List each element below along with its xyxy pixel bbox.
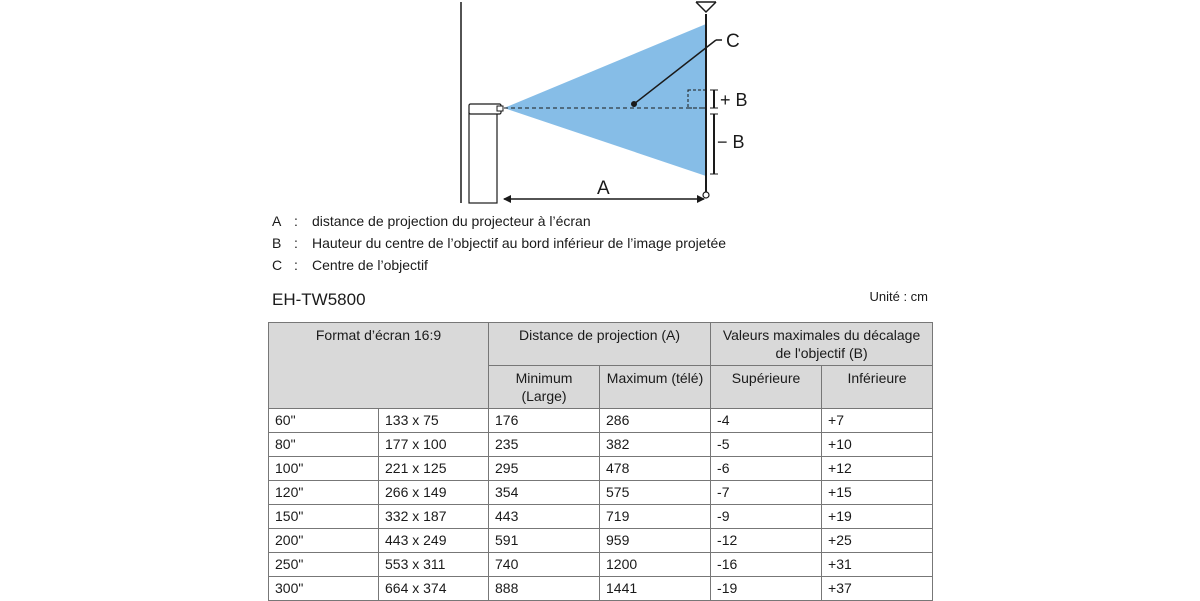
cell-screen-size: 332 x 187 xyxy=(379,505,489,529)
cell-distance-min: 443 xyxy=(489,505,600,529)
cell-shift-lower: +25 xyxy=(822,529,933,553)
legend-text: Centre de l’objectif xyxy=(312,257,428,273)
table-row xyxy=(269,481,933,505)
table-row xyxy=(269,529,933,553)
cell-distance-max: 286 xyxy=(600,409,711,433)
label-c: C xyxy=(726,31,740,52)
cell-distance-max: 478 xyxy=(600,457,711,481)
header-maximum: Maximum (télé) xyxy=(600,366,711,409)
legend-separator: : xyxy=(294,235,298,251)
cell-diagonal: 100" xyxy=(269,457,379,481)
cell-distance-max: 959 xyxy=(600,529,711,553)
cell-diagonal: 120" xyxy=(269,481,379,505)
cell-shift-lower: +37 xyxy=(822,577,933,601)
dimension-a-arrow-left xyxy=(503,195,511,203)
cell-shift-lower: +12 xyxy=(822,457,933,481)
cell-shift-upper: -4 xyxy=(711,409,822,433)
header-lower: Inférieure xyxy=(822,366,933,409)
cell-shift-upper: -9 xyxy=(711,505,822,529)
cell-shift-upper: -7 xyxy=(711,481,822,505)
cell-diagonal: 300" xyxy=(269,577,379,601)
cell-diagonal: 200" xyxy=(269,529,379,553)
legend-letter: B xyxy=(272,235,282,251)
legend-separator: : xyxy=(294,257,298,273)
cell-diagonal: 250" xyxy=(269,553,379,577)
cell-shift-upper: -5 xyxy=(711,433,822,457)
table-body xyxy=(269,409,933,601)
table-row xyxy=(269,553,933,577)
projector-stand xyxy=(469,113,497,203)
cell-distance-min: 354 xyxy=(489,481,600,505)
table-row xyxy=(269,409,933,433)
cell-diagonal: 80" xyxy=(269,433,379,457)
table-row xyxy=(269,505,933,529)
projection-beam xyxy=(504,24,706,176)
table-row xyxy=(269,457,933,481)
cell-shift-upper: -16 xyxy=(711,553,822,577)
cell-distance-min: 235 xyxy=(489,433,600,457)
cell-shift-lower: +15 xyxy=(822,481,933,505)
legend-row-b xyxy=(272,232,726,254)
table-row xyxy=(269,577,933,601)
label-a: A xyxy=(597,178,610,199)
cell-diagonal: 150" xyxy=(269,505,379,529)
cell-distance-max: 719 xyxy=(600,505,711,529)
cell-screen-size: 221 x 125 xyxy=(379,457,489,481)
cell-distance-max: 1200 xyxy=(600,553,711,577)
legend-text: Hauteur du centre de l’objectif au bord inférieur de l’image projetée xyxy=(312,235,727,251)
cell-distance-max: 382 xyxy=(600,433,711,457)
cell-distance-min: 740 xyxy=(489,553,600,577)
legend-letter: A xyxy=(272,213,282,229)
label-minus-b: − B xyxy=(717,132,745,152)
header-minimum: Minimum (Large) xyxy=(489,366,600,409)
legend-text: distance de projection du projecteur à l’écran xyxy=(312,213,591,229)
cell-distance-max: 575 xyxy=(600,481,711,505)
cell-shift-lower: +19 xyxy=(822,505,933,529)
cell-shift-upper: -6 xyxy=(711,457,822,481)
table-row xyxy=(269,433,933,457)
cell-screen-size: 443 x 249 xyxy=(379,529,489,553)
diagram-legend xyxy=(272,210,726,276)
header-upper: Supérieure xyxy=(711,366,822,409)
legend-row-a xyxy=(272,210,726,232)
cell-shift-lower: +31 xyxy=(822,553,933,577)
cell-distance-min: 888 xyxy=(489,577,600,601)
screen-hanger xyxy=(696,2,716,12)
cell-diagonal: 60" xyxy=(269,409,379,433)
cell-screen-size: 133 x 75 xyxy=(379,409,489,433)
header-projection-distance: Distance de projection (A) xyxy=(489,323,711,366)
model-title: EH-TW5800 xyxy=(272,290,366,309)
cell-distance-min: 591 xyxy=(489,529,600,553)
header-screen-format: Format d’écran 16:9 xyxy=(269,323,489,409)
cell-screen-size: 177 x 100 xyxy=(379,433,489,457)
legend-row-c xyxy=(272,254,726,276)
cell-distance-min: 295 xyxy=(489,457,600,481)
cell-shift-upper: -19 xyxy=(711,577,822,601)
cell-distance-max: 1441 xyxy=(600,577,711,601)
cell-screen-size: 266 x 149 xyxy=(379,481,489,505)
cell-distance-min: 176 xyxy=(489,409,600,433)
legend-separator: : xyxy=(294,213,298,229)
unit-label: Unité : cm xyxy=(869,289,928,304)
cell-shift-upper: -12 xyxy=(711,529,822,553)
projector-body xyxy=(469,104,501,114)
projection-distance-table xyxy=(268,322,933,601)
header-lens-shift: Valeurs maximales du décalage de l'objectif (B) xyxy=(711,323,933,366)
label-plus-b: + B xyxy=(720,90,748,110)
screen-bottom-knob xyxy=(703,192,709,198)
cell-screen-size: 664 x 374 xyxy=(379,577,489,601)
projection-diagram xyxy=(0,0,1200,205)
projector-lens xyxy=(497,106,503,111)
cell-shift-lower: +7 xyxy=(822,409,933,433)
cell-shift-lower: +10 xyxy=(822,433,933,457)
legend-letter: C xyxy=(272,257,283,273)
cell-screen-size: 553 x 311 xyxy=(379,553,489,577)
